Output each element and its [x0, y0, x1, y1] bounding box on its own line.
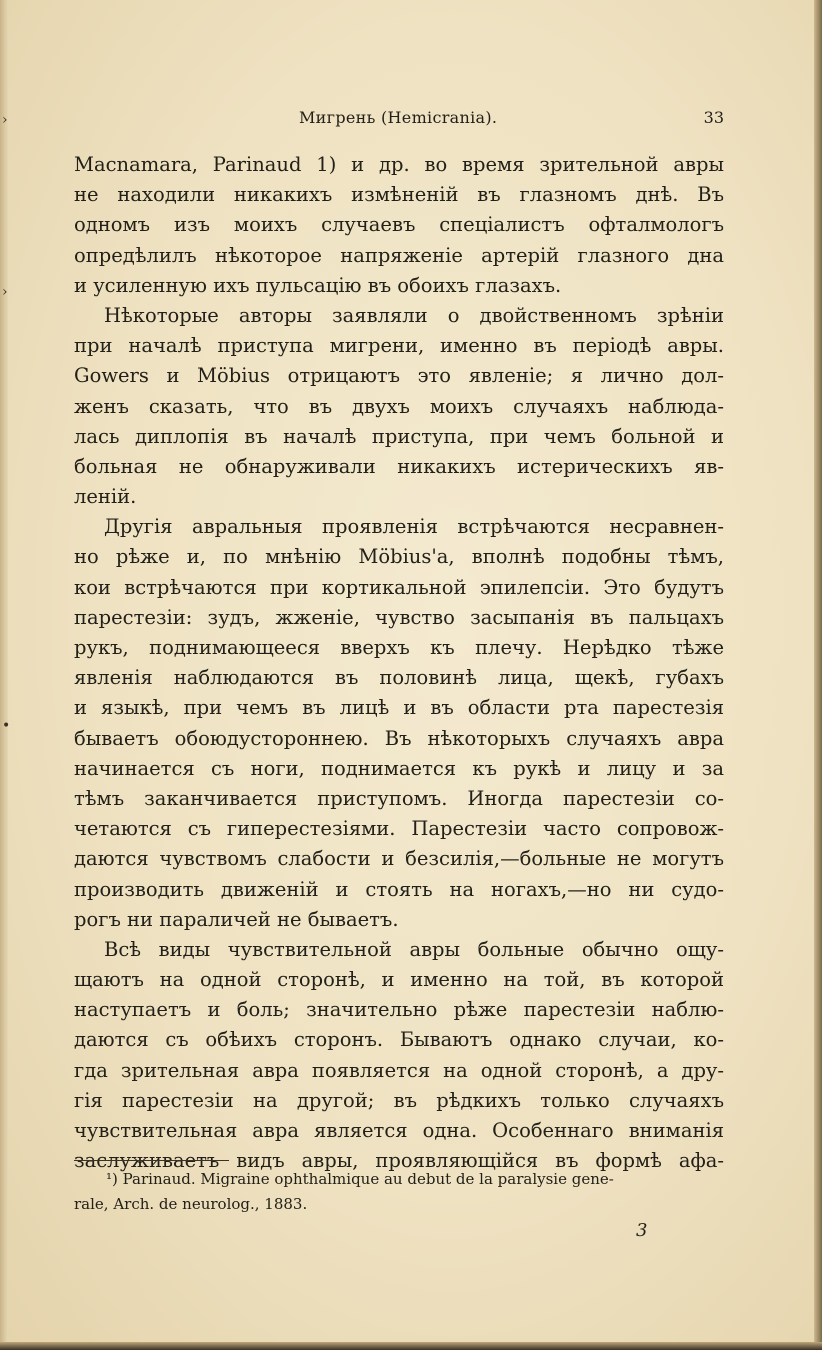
text-line: лась диплопія въ началѣ приступа, при чемъ больной и: [74, 424, 724, 448]
text-line: Macnamara, Parinaud 1) и др. во время зрительной авры: [74, 153, 724, 176]
text-line: парестезіи: зудъ, жженіе, чувство засыпанія въ пальцахъ: [74, 605, 724, 629]
text-line: Другія авральныя проявленія встрѣчаются несравнен-: [104, 515, 724, 539]
text-line: но рѣже и, по мнѣнію Möbius'а, вполнѣ подобны тѣмъ,: [74, 545, 724, 569]
page-left-edge: [0, 0, 11, 1350]
paragraph: [74, 512, 724, 935]
margin-mark: •: [2, 718, 11, 734]
text-line: и языкѣ, при чемъ въ лицѣ и въ области рта парестезія: [74, 696, 724, 720]
text-line: Gowers и Möbius отрицаютъ это явленіе; я лично дол-: [74, 364, 724, 388]
text-line: явленія наблюдаются въ половинѣ лица, щекѣ, губахъ: [74, 666, 724, 690]
text-line: рогъ ни параличей не бываетъ.: [74, 907, 399, 931]
text-line: даются чувствомъ слабости и безсилія,—больные не могутъ: [74, 847, 724, 871]
running-title: Мигрень (Hemicrania).: [299, 108, 498, 127]
footnote-line: rale, Arch. de neurolog., 1883.: [74, 1195, 308, 1213]
text-line: одномъ изъ моихъ случаевъ спеціалистъ офталмологъ: [74, 213, 724, 237]
text-line: не находили никакихъ измѣненій въ глазномъ днѣ. Въ: [74, 183, 724, 207]
text-line: щаютъ на одной сторонѣ, и именно на той, въ которой: [74, 968, 724, 992]
text-line: четаются съ гиперестезіями. Парестезіи часто сопровож-: [74, 817, 724, 841]
page-right-edge: [814, 0, 822, 1350]
text-line: гда зрительная авра появляется на одной сторонѣ, а дру-: [74, 1058, 724, 1082]
text-line: начинается съ ноги, поднимается къ рукѣ и лицу и за: [74, 756, 724, 780]
paragraph: [74, 935, 724, 1177]
text-line: производить движеній и стоять на ногахъ,—но ни судо-: [74, 877, 724, 901]
text-line: Всѣ виды чувствительной авры больные обычно ощу-: [104, 937, 724, 961]
footnote-rule: [74, 1160, 229, 1161]
text-line: заслуживаетъ видъ авры, проявляющійся въ формѣ афа-: [74, 1149, 724, 1173]
text-line: кои встрѣчаются при кортикальной эпилепсіи. Это будутъ: [74, 575, 724, 599]
text-line: и усиленную ихъ пульсацію въ обоихъ глазахъ.: [74, 273, 562, 297]
footnote: [74, 1167, 724, 1217]
text-line: чувствительная авра является одна. Особеннаго вниманія: [74, 1119, 724, 1142]
text-line: Нѣкоторые авторы заявляли о двойственномъ зрѣніи: [104, 303, 724, 327]
text-line: больная не обнаруживали никакихъ истерическихъ яв-: [74, 454, 724, 478]
page-header: [74, 108, 724, 132]
margin-mark: ›: [2, 284, 8, 300]
text-line: гія парестезіи на другой; въ рѣдкихъ только случаяхъ: [74, 1088, 724, 1112]
text-line: рукъ, поднимающееся вверхъ къ плечу. Нерѣдко тѣже: [74, 636, 724, 659]
text-line: тѣмъ заканчивается приступомъ. Иногда парестезіи со-: [74, 786, 724, 810]
text-line: бываетъ обоюдустороннею. Въ нѣкоторыхъ случаяхъ авра: [74, 726, 724, 750]
margin-mark: ›: [2, 112, 8, 128]
text-line: женъ сказать, что въ двухъ моихъ случаяхъ наблюда-: [74, 394, 724, 418]
paragraph: [74, 301, 724, 512]
paragraph: [74, 150, 724, 301]
text-line: при началѣ приступа мигрени, именно въ періодѣ авры.: [74, 334, 724, 358]
text-line: опредѣлилъ нѣкоторое напряженіе артерій глазного дна: [74, 243, 724, 267]
text-line: леній.: [74, 485, 137, 509]
footnote-line: ¹) Parinaud. Migraine ophthalmique au debut de la paralysie gene-: [106, 1170, 614, 1188]
body-text: [74, 150, 724, 1176]
text-line: даются съ обѣихъ сторонъ. Бываютъ однако случаи, ко-: [74, 1028, 724, 1052]
page-bottom-edge: [0, 1342, 822, 1350]
page-number: 33: [703, 108, 724, 127]
text-line: наступаетъ и боль; значительно рѣже парестезіи наблю-: [74, 998, 724, 1022]
signature-mark: 3: [636, 1220, 648, 1241]
